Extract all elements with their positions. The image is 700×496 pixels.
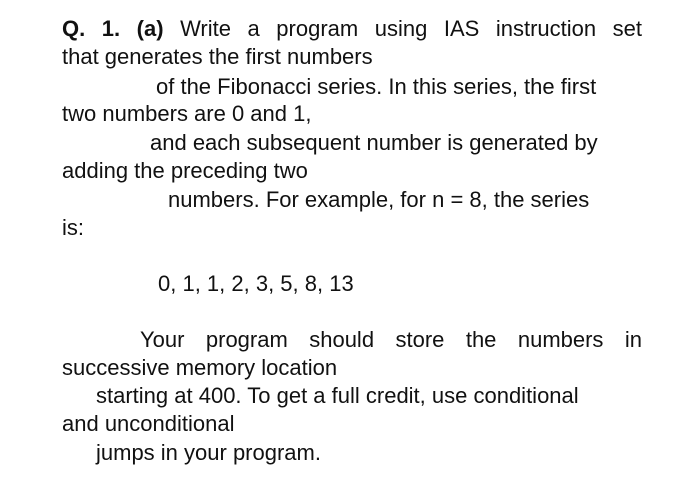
question-line-3: of the Fibonacci series. In this series, the first: [156, 74, 597, 99]
instruction-line-2: successive memory location: [62, 355, 338, 380]
instruction-line-1: Your program should store the numbers in: [140, 327, 642, 352]
instruction-line-5: jumps in your program.: [96, 440, 321, 465]
question-line-7: numbers. For example, for n = 8, the series: [168, 187, 590, 212]
fibonacci-series: 0, 1, 1, 2, 3, 5, 8, 13: [158, 271, 354, 296]
question-line-4: two numbers are 0 and 1,: [62, 101, 312, 126]
question-line-1: [62, 16, 642, 42]
question-line-8: is:: [62, 215, 84, 240]
question-line-2: that generates the first numbers: [62, 44, 373, 69]
question-part: (a): [136, 16, 164, 41]
question-line-6: adding the preceding two: [62, 158, 308, 183]
question-number: Q. 1.: [62, 16, 121, 41]
instruction-line-4: and unconditional: [62, 411, 235, 436]
question-text: Write a program using IAS instruction set: [180, 16, 642, 41]
instruction-line-3: starting at 400. To get a full credit, use conditional: [96, 383, 579, 408]
question-line-5: and each subsequent number is generated by: [150, 130, 598, 155]
